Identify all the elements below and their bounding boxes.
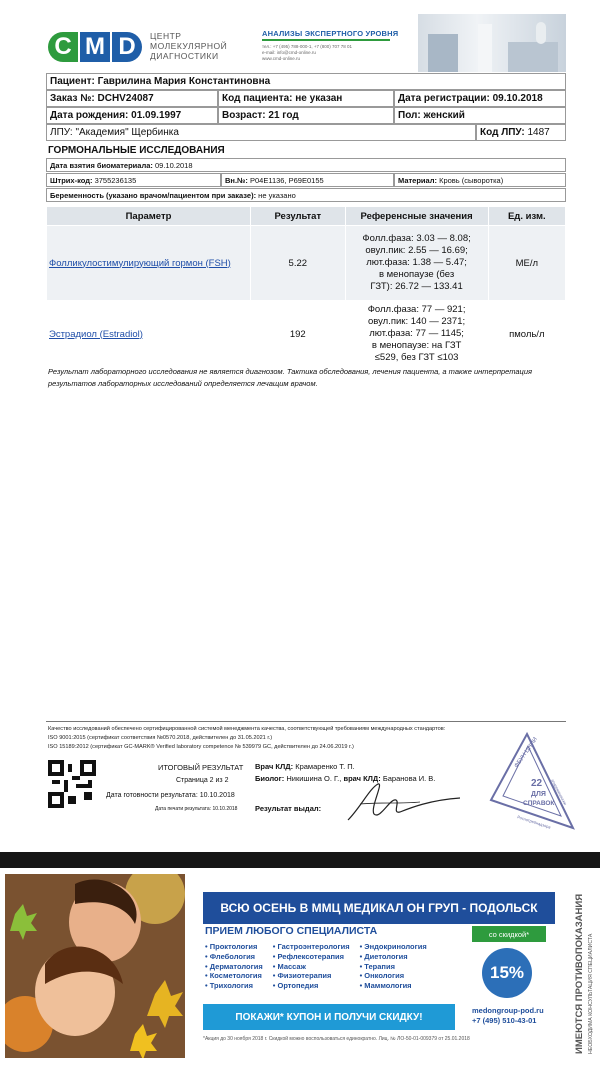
qr-code: [48, 760, 96, 808]
advertisement-banner[interactable]: [0, 868, 600, 1066]
cmd-logo: [48, 32, 144, 62]
pregnancy: [46, 188, 566, 202]
vertical-warning-sub: НЕОБХОДИМА КОНСУЛЬТАЦИЯ СПЕЦИАЛИСТА: [588, 933, 594, 1054]
contacts: [262, 44, 352, 62]
list-item: • Косметология: [205, 971, 263, 981]
barcode-value: 3755236135: [94, 175, 137, 185]
patient-code: Код пациента: не указан: [218, 90, 394, 107]
result-value: 192: [251, 301, 346, 368]
ad-contacts: [472, 1006, 544, 1026]
stamp-text: эпидемиологии: [550, 778, 568, 806]
bio-label: Биолог:: [255, 774, 285, 783]
logo-letter-d: D: [112, 32, 142, 62]
column-header: Параметр: [47, 207, 251, 226]
reference-values: [345, 226, 488, 301]
column-header: Результат: [251, 207, 346, 226]
stamp-text: ДЛЯ: [531, 791, 546, 798]
list-item: • Трихология: [205, 981, 263, 991]
logo-text-line: МОЛЕКУЛЯРНОЙ: [150, 41, 228, 51]
slogan: АНАЛИЗЫ ЭКСПЕРТНОГО УРОВНЯ: [262, 29, 399, 38]
vertical-warning: ИМЕЮТСЯ ПРОТИВОПОКАЗАНИЯ: [574, 893, 585, 1054]
birth-date: Дата рождения: 01.09.1997: [46, 107, 218, 124]
table-row: [47, 226, 566, 301]
sample-date-value: 09.10.2018: [154, 160, 193, 170]
reference-values: [345, 301, 488, 368]
contact-line: e-mail: info@cmd-online.ru: [262, 50, 316, 55]
lab-photo: [418, 14, 566, 72]
table-header: [47, 207, 566, 226]
specialties-list: [205, 942, 437, 991]
logo-text-line: ЦЕНТР: [150, 31, 182, 41]
doctor2-name: Баранова И. В.: [382, 774, 436, 783]
ad-title: ВСЮ ОСЕНЬ В ММЦ МЕДИКАЛ ОН ГРУП - ПОДОЛЬСК: [203, 892, 555, 924]
list-item: • Дерматология: [205, 962, 263, 972]
material-value: Кровь (сыворотка): [439, 175, 504, 185]
stamp-text: Роспотребнадзора: [516, 814, 552, 830]
contact-line: тел.: +7 (495) 788-000-1, +7 (800) 707 78 01: [262, 44, 353, 49]
lpu: ЛПУ: "Академия" Щербинка: [46, 124, 476, 141]
list-item: • Флебология: [205, 952, 263, 962]
material: [394, 173, 566, 187]
cert-line: Качество исследований обеспечено сертифицированной системой менеджмента качества, соответствующей требованиям международных стандартов:: [48, 726, 446, 732]
disclaimer-note: Результат лабораторного исследования не является диагнозом. Тактика обследования, лечения пациента, а также интерпретация результатов лабораторных исследований определяется лечащим врачом.: [48, 367, 533, 388]
param-link-fsh[interactable]: Фолликулостимулирующий гормон (FSH): [47, 226, 251, 301]
barcode: [46, 173, 221, 187]
lpu-code-label: Код ЛПУ:: [480, 127, 525, 138]
signature: [340, 778, 470, 826]
sex: Пол: женский: [394, 107, 566, 124]
list-item: • Ортопедия: [273, 981, 350, 991]
list-item: • Физиотерапия: [273, 971, 350, 981]
logo-letter-m: M: [80, 32, 110, 62]
stamp-number: 22: [531, 778, 543, 789]
bio-name: Никишина О. Г.,: [286, 774, 342, 783]
stamp-text: СПРАВОК: [523, 800, 555, 807]
specialties-column: [360, 942, 427, 991]
ad-photo-couple-in-leaves: [5, 874, 185, 1058]
sample-date: [46, 158, 566, 172]
doctor: [255, 762, 355, 771]
doctor2-label: врач КЛД:: [343, 774, 381, 783]
list-item: • Проктология: [205, 942, 263, 952]
list-item: • Эндокринология: [360, 942, 427, 952]
column-header: Ед. изм.: [488, 207, 565, 226]
age: Возраст: 21 год: [218, 107, 394, 124]
material-label: Материал:: [398, 175, 437, 185]
patient-name: Пациент: Гаврилина Мария Константиновна: [46, 73, 566, 90]
ref-line: овул.пик: 2.55 — 16.69;: [365, 245, 468, 256]
discount-circle: 15%: [482, 948, 532, 998]
lpu-code-value: 1487: [527, 127, 550, 138]
table-row: [47, 301, 566, 368]
list-item: • Онкология: [360, 971, 427, 981]
list-item: • Гастроэнтерология: [273, 942, 350, 952]
ready-date: Дата готовности результата: 10.10.2018: [106, 792, 235, 799]
stamp-text: ФБУН ЦНИИ: [513, 736, 540, 770]
ad-site-link[interactable]: medongroup-pod.ru: [472, 1006, 544, 1015]
specialties-column: [205, 942, 263, 991]
results-table: [46, 206, 566, 368]
page-number: Страница 2 из 2: [176, 777, 229, 784]
slogan-underline: [262, 39, 390, 41]
list-item: • Рефлексотерапия: [273, 952, 350, 962]
barcode-label: Штрих-код:: [50, 175, 93, 185]
registration-date: Дата регистрации: 09.10.2018: [394, 90, 566, 107]
ad-phone: +7 (495) 510-43-01: [472, 1016, 537, 1025]
doctor-name: Крамаренко Т. П.: [295, 762, 355, 771]
page-separator: [0, 852, 600, 868]
logo-text: [150, 31, 227, 61]
coupon-cta-button[interactable]: ПОКАЖИ* КУПОН И ПОЛУЧИ СКИДКУ!: [203, 1004, 455, 1030]
ad-subtitle: ПРИЕМ ЛЮБОГО СПЕЦИАЛИСТА: [205, 925, 378, 937]
list-item: • Терапия: [360, 962, 427, 972]
ref-line: овул.пик: 140 — 2371;: [368, 316, 466, 327]
issued-by: Результат выдал:: [255, 804, 322, 813]
vn-value: P04E1136, P69E0155: [249, 175, 324, 185]
contraindications-vertical-text: [568, 878, 598, 1058]
param-link-estradiol[interactable]: Эстрадиол (Estradiol): [47, 301, 251, 368]
unit: МЕ/л: [488, 226, 565, 301]
ref-line: ≤529, без ГЗТ ≤103: [374, 352, 459, 363]
cert-line: ISO 15189:2012 (сертификат GC-MARK® Verified laboratory competence № 539979 GC, действителен до 24.06.2019 г.): [48, 744, 354, 750]
ref-line: в менопаузе: на ГЗТ: [371, 340, 462, 351]
list-item: • Диетология: [360, 952, 427, 962]
lpu-code: [476, 124, 566, 141]
specialties-column: [273, 942, 350, 991]
footer-divider: [46, 721, 566, 722]
unit: пмоль/л: [488, 301, 565, 368]
doctor-label: Врач КЛД:: [255, 762, 294, 771]
print-date: Дата печати результата: 10.10.2018: [155, 806, 238, 812]
logo-letter-c: C: [48, 32, 78, 62]
sample-date-label: Дата взятия биоматериала:: [50, 160, 153, 170]
internal-number: [221, 173, 394, 187]
pregnancy-value: не указано: [258, 190, 296, 200]
contact-line: www.cmd-online.ru: [262, 56, 301, 61]
result-value: 5.22: [251, 226, 346, 301]
discount-badge: со скидкой*: [472, 926, 546, 942]
ref-line: в менопаузе (без: [378, 269, 455, 280]
cert-line: ISO 9001:2015 (сертификат соответствия №0570.2018, действителен до 31.05.2021 г.): [48, 735, 273, 741]
order-number: Заказ №: DCHV24087: [46, 90, 218, 107]
vn-label: Вн.№:: [225, 175, 248, 185]
ref-line: Фолл.фаза: 3.03 — 8.08;: [362, 233, 471, 244]
list-item: • Массаж: [273, 962, 350, 972]
ref-line: лют.фаза: 77 — 1145;: [369, 328, 464, 339]
ad-fine-print: *Акция до 30 ноября 2018 г. Скидкой можно воспользоваться единократно. Лиц. № ЛО-50-01-009379 от 25.01.2018: [203, 1036, 470, 1042]
section-title: ГОРМОНАЛЬНЫЕ ИССЛЕДОВАНИЯ: [48, 145, 225, 156]
final-result-label: ИТОГОВЫЙ РЕЗУЛЬТАТ: [158, 763, 244, 772]
ref-line: Фолл.фаза: 77 — 921;: [367, 304, 466, 315]
ref-line: ГЗТ): 26.72 — 133.41: [370, 281, 463, 292]
pregnancy-label: Беременность (указано врачом/пациентом при заказе):: [50, 190, 257, 200]
ref-line: лют.фаза: 1.38 — 5.47;: [366, 257, 467, 268]
logo-text-line: ДИАГНОСТИКИ: [150, 51, 219, 61]
column-header: Референсные значения: [345, 207, 488, 226]
stamp: [487, 730, 577, 830]
list-item: • Маммология: [360, 981, 427, 991]
